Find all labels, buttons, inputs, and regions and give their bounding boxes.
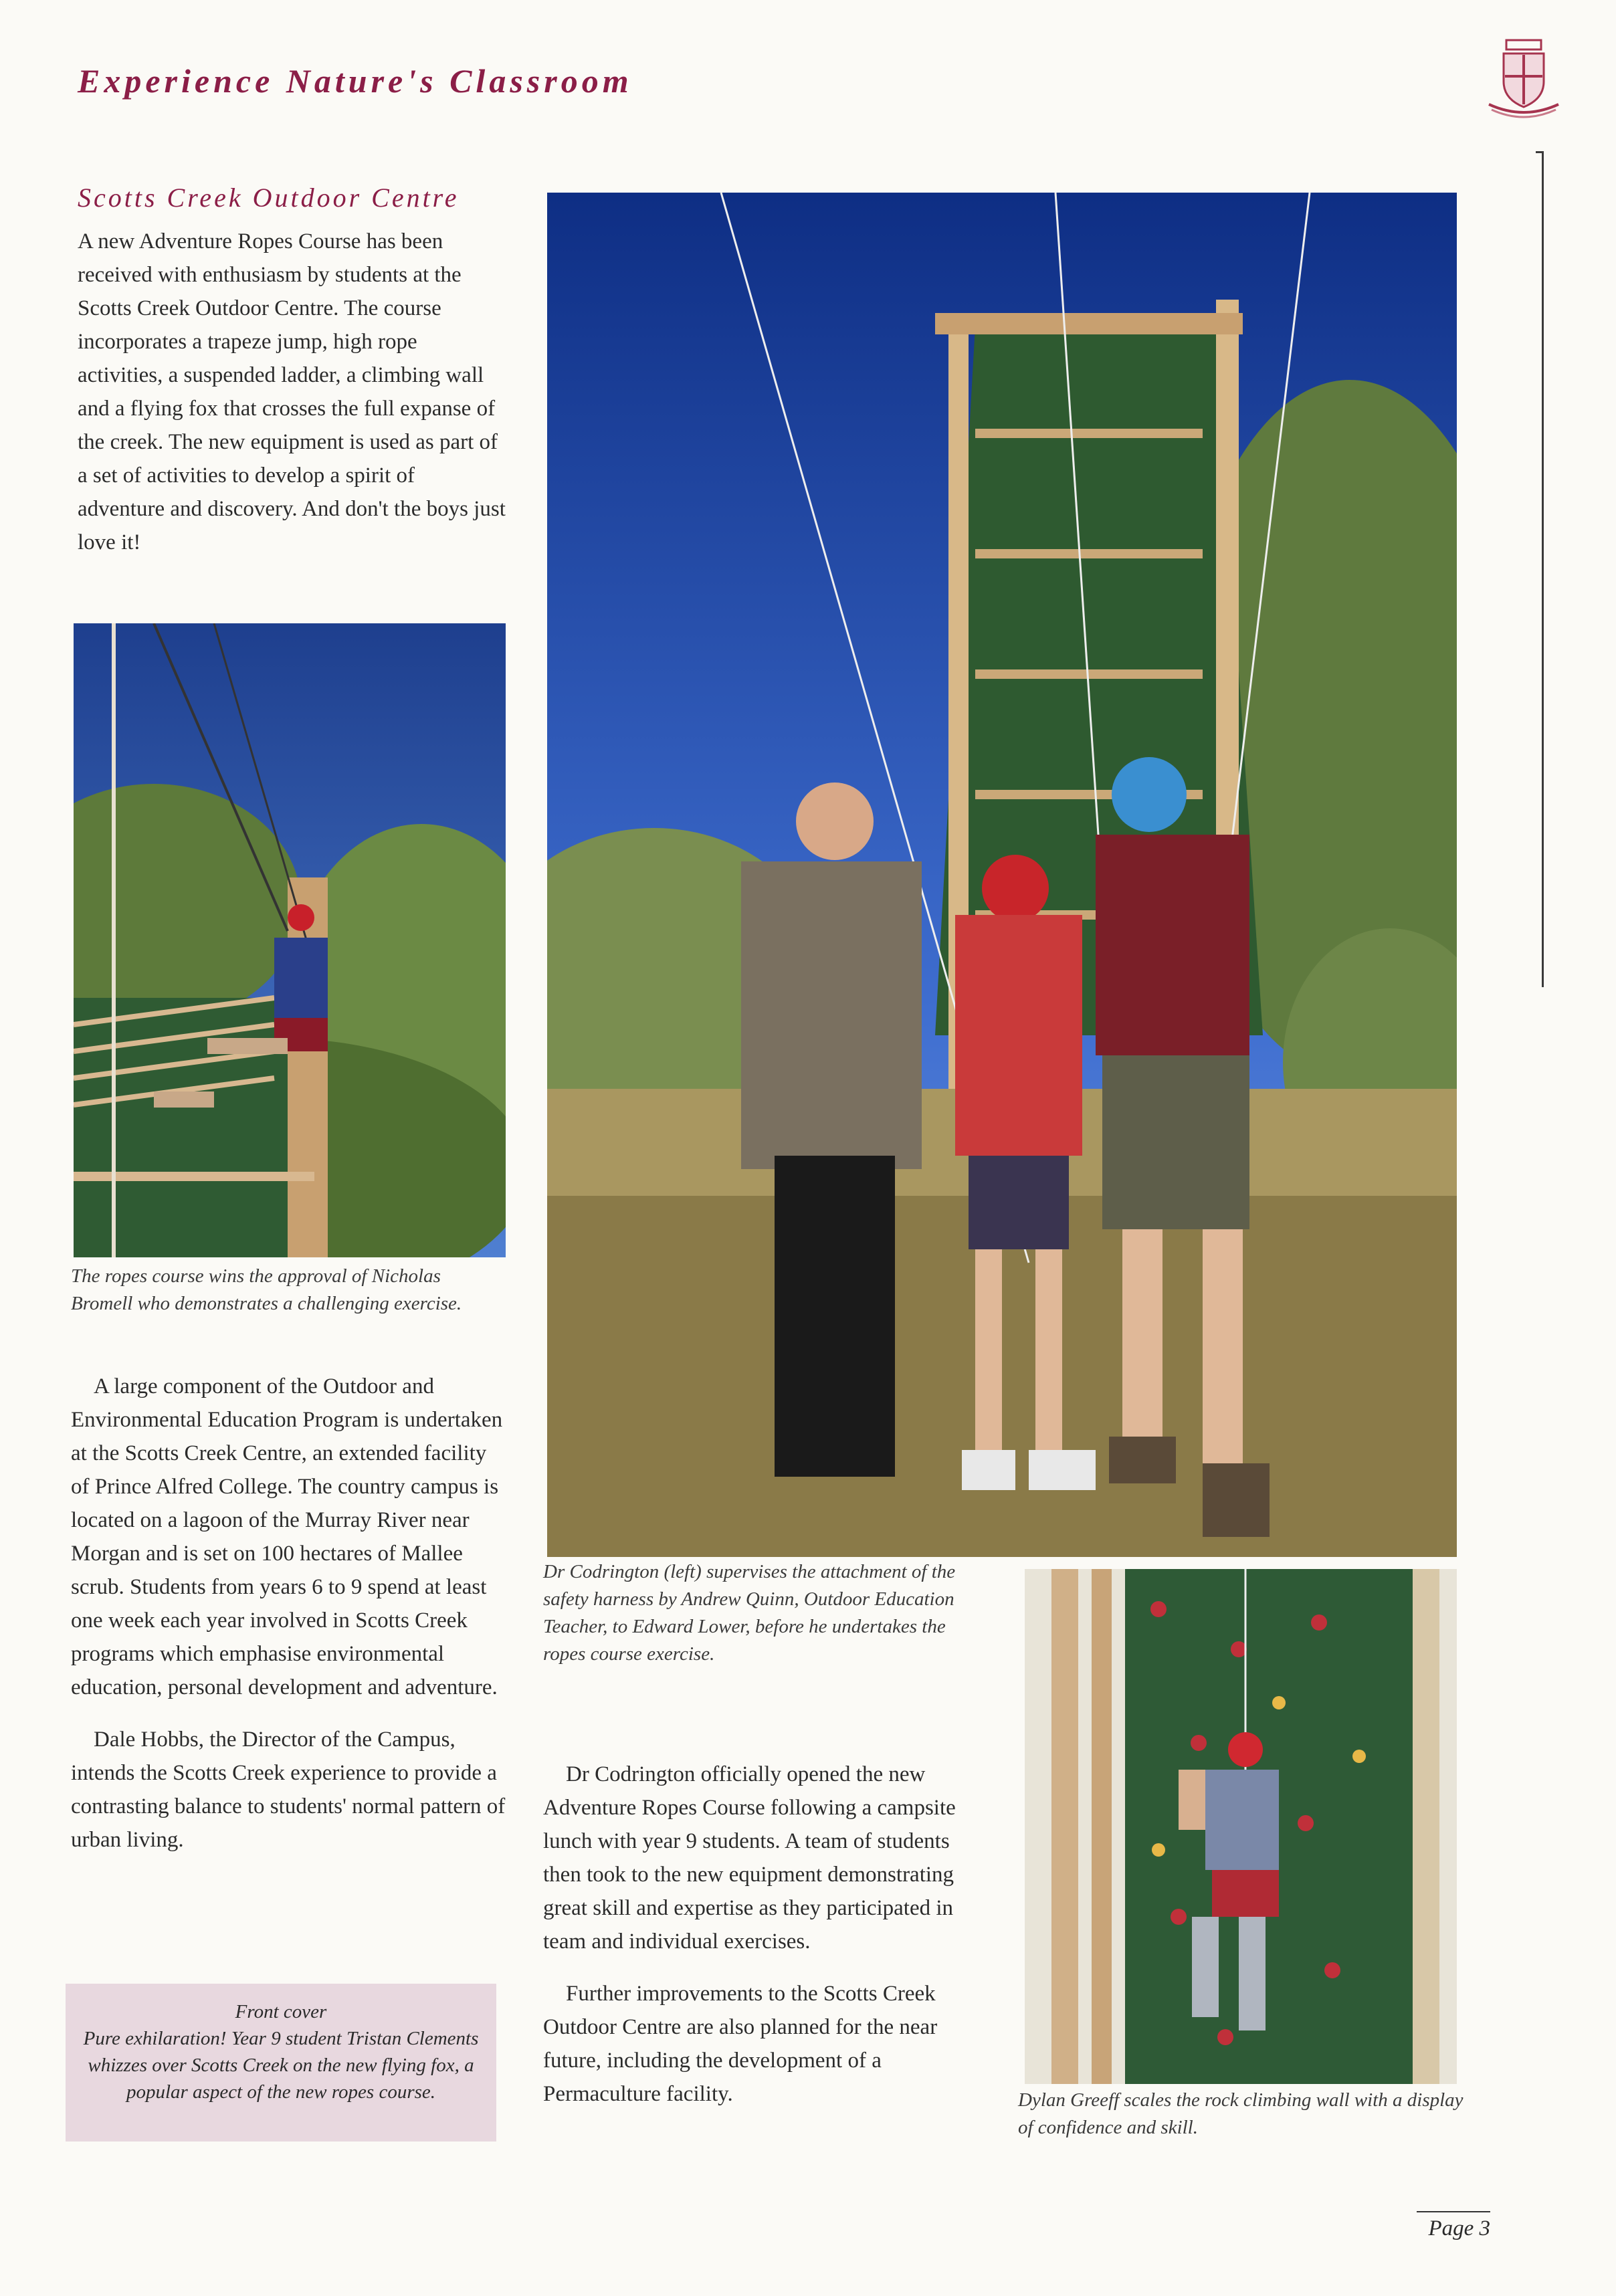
column2-paragraph-1: Dr Codrington officially opened the new Adventure Ropes Course following a campsite lunch with year 9 students. A team of students then took to the new equipment demonstrating great skill and expertise as they participated in team and individual exercises.: [543, 1762, 956, 1954]
column1-body: [71, 1370, 506, 1958]
column2-paragraph-2: Further improvements to the Scotts Creek Outdoor Centre are also planned for the near future, including the development of a Permaculture facility.: [543, 1982, 938, 2106]
front-cover-note: [66, 1984, 496, 2142]
ropes-photo-caption: The ropes course wins the approval of Nicholas Bromell who demonstrates a challenging exercise.: [71, 1265, 462, 1314]
climbing-photo-caption: Dylan Greeff scales the rock climbing wall with a display of confidence and skill.: [1018, 2089, 1463, 2138]
school-crest-icon: [1484, 35, 1564, 122]
main-photo-caption: Dr Codrington (left) supervises the attachment of the safety harness by Andrew Quinn, Outdoor Education Teacher, to Edward Lower, before he undertakes the ropes course exercise.: [543, 1561, 956, 1665]
ropes-course-photo: [74, 623, 506, 1257]
climbing-wall-photo: [1025, 1569, 1457, 2084]
column1-paragraph-2: Dale Hobbs, the Director of the Campus, intends the Scotts Creek experience to provide a contrasting balance to students' normal pattern of urban living.: [71, 1728, 506, 1852]
column2-body: [543, 1758, 991, 2159]
margin-bracket: [1536, 151, 1544, 987]
intro-paragraph: A new Adventure Ropes Course has been received with enthusiasm by students at the Scotts Creek Outdoor Centre. The course incorporates a trapeze jump, high rope activities, a suspended ladder, a climbing wall and a flying fox that crosses the full expanse of the creek. The new equipment is used as part of a set of activities to develop a spirit of adventure and discovery. And don't the boys just love it!: [78, 229, 506, 554]
front-cover-text: Pure exhilaration! Year 9 student Tristan Clements whizzes over Scotts Creek on the new flying fox, a popular aspect of the new ropes course.: [83, 2028, 479, 2103]
column1-paragraph-1: A large component of the Outdoor and Environmental Education Program is undertaken at the Scotts Creek Centre, an extended facility of Prince Alfred College. The country campus is located on a lagoon of the Murray River near Morgan and is set on 100 hectares of Mallee scrub. Students from years 6 to 9 spend at least one week each year involved in Scotts Creek programs which emphasise environmental education, personal development and adventure.: [71, 1374, 503, 1699]
section-title: Scotts Creek Outdoor Centre: [78, 183, 460, 213]
opening-ceremony-photo: [547, 193, 1457, 1557]
page-number: Page 3: [1417, 2211, 1490, 2245]
page-heading: Experience Nature's Classroom: [78, 62, 633, 100]
front-cover-title: Front cover: [235, 2001, 327, 2022]
